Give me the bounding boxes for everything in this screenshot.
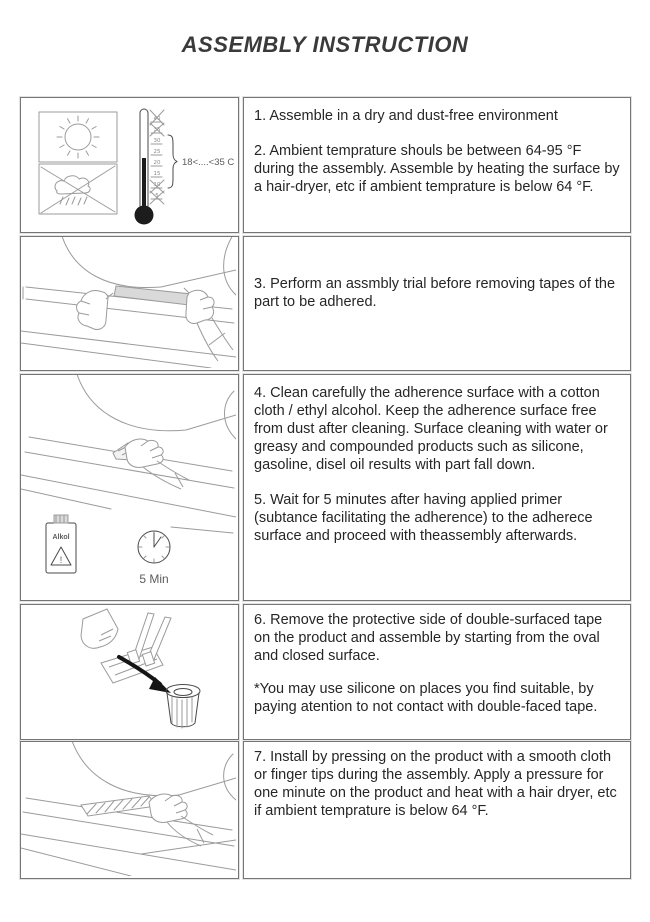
clock-label: 5 Min — [139, 572, 169, 586]
instruction-paragraph: 4. Clean carefully the adherence surface with a cotton cloth / ethyl alcohol. Keep the adherence surface free from dust after cleaning. Surface cleaning with water or greasy and compounded products such as silicone, gasoline, disel oil results with part fall down. — [254, 385, 608, 473]
clock-icon — [138, 531, 170, 586]
instruction-paragraph: 2. Ambient temprature shouls be between 64-95 °F during the assembly. Assemble by heating the surface by a hair-dryer, etc if ambient temprature is below 64 °F. — [254, 143, 620, 195]
warning-triangle-icon — [51, 547, 71, 565]
right-hand-icon — [184, 288, 233, 361]
instruction-paragraph: 3. Perform an assmbly trial before removing tapes of the part to be adhered. — [254, 276, 616, 310]
wiping-hand-icon — [113, 439, 189, 489]
sun-icon — [39, 112, 117, 162]
page-title: ASSEMBLY INSTRUCTION — [181, 32, 469, 57]
instruction-text-1 — [243, 97, 631, 233]
instruction-paragraph: *You may use silicone on places you find suitable, by paying atention to not contact with double-faced tape. — [254, 681, 598, 715]
tape-strip — [114, 286, 191, 305]
instruction-paragraph: 5. Wait for 5 minutes after having applied primer (subtance facilitating the adherence) to the adherece surface and proceed with theassembly afterwards. — [254, 492, 593, 544]
peel-tape-illustration — [81, 609, 171, 683]
instruction-paragraph: 7. Install by pressing on the product with a smooth cloth or finger tips during the assembly. Apply a pressure for one minute on the product and heat with a hair dryer, etc if ambient temprature is below 64 °F. — [254, 749, 617, 819]
instruction-text-2 — [243, 236, 631, 371]
svg-text:!: ! — [59, 555, 63, 565]
instruction-text-4 — [243, 604, 631, 740]
illustration-clean-surface — [20, 374, 239, 601]
svg-text:20: 20 — [153, 160, 161, 166]
left-hand-icon — [77, 291, 113, 330]
illustration-environment — [20, 97, 239, 233]
instruction-text-5 — [243, 741, 631, 879]
crossed-out-range-marks — [150, 110, 164, 204]
trash-can-icon — [166, 685, 200, 729]
svg-text:15: 15 — [153, 171, 161, 177]
installed-strip — [81, 796, 156, 816]
bottle-label: Alkol — [52, 534, 70, 541]
svg-text:40: 40 — [153, 116, 161, 122]
instruction-paragraph: 6. Remove the protective side of double-surfaced tape on the product and assemble by starting from the oval and closed surface. — [254, 612, 603, 664]
svg-text:25: 25 — [153, 149, 161, 155]
instruction-text-3 — [243, 374, 631, 601]
svg-text:5: 5 — [155, 193, 159, 199]
thermometer-icon — [135, 109, 235, 225]
temperature-range-label: 18<....<35 C — [182, 157, 235, 168]
no-rain-icon — [39, 164, 117, 214]
svg-text:30: 30 — [153, 138, 161, 144]
alcohol-bottle-icon — [46, 515, 76, 573]
svg-text:35: 35 — [153, 127, 161, 133]
illustration-press-install — [20, 741, 239, 879]
illustration-tape-trial — [20, 236, 239, 371]
instruction-paragraph: 1. Assemble in a dry and dust-free environment — [254, 108, 558, 124]
illustration-remove-tape — [20, 604, 239, 740]
pressing-hand-icon — [149, 794, 213, 846]
svg-text:10: 10 — [153, 182, 161, 188]
